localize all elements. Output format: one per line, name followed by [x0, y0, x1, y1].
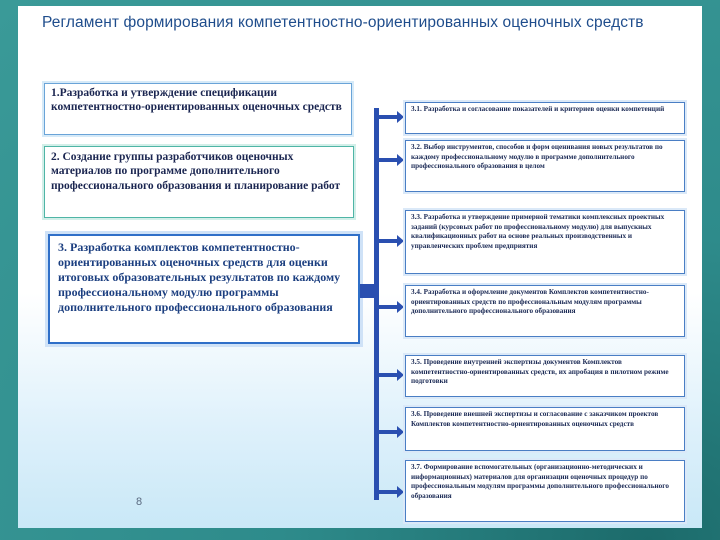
arrow-3-2	[378, 158, 398, 162]
arrow-3-4	[378, 305, 398, 309]
step-3-box: 3. Разработка комплектов компетентностно-ориентированных оценочных средств для оценки итоговых образовательных результатов по каждому профессиональному модулю программы дополнительного профессионального образования	[48, 234, 360, 344]
slide-title: Регламент формирования компетентностно-ориентированных оценочных средств	[42, 14, 644, 31]
step-1-box: 1.Разработка и утверждение спецификации компетентностно-ориентированных оценочных средств	[44, 83, 352, 135]
substep-3-7: 3.7. Формирование вспомогательных (организационно-методических и информационных) материалов для организации оценочных процедур по профессиональным модулям программы дополнительного профессионального образования	[405, 460, 685, 522]
substep-3-4: 3.4. Разработка и оформление документов Комплектов компетентностно-ориентированных средств по профессиональным модулям программы дополнительного профессионального образования	[405, 285, 685, 337]
step-2-box: 2. Создание группы разработчиков оценочных материалов по программе дополнительного профессионального образования и планирование работ	[44, 146, 354, 218]
substep-3-1: 3.1. Разработка и согласование показателей и критериев оценки компетенций	[405, 102, 685, 134]
substep-3-5: 3.5. Проведение внутренней экспертизы документов Комплектов компетентностно-ориентированных средств, их апробация в пилотном режиме подготовки	[405, 355, 685, 397]
substep-3-3: 3.3. Разработка и утверждение примерной тематики комплексных проектных заданий (курсовых работ по профессиональному модулю) для выпускных квалификационных работ на основе реальных производственных и управленческих проблем предприятия	[405, 210, 685, 274]
arrow-3-1	[378, 115, 398, 119]
arrow-3-3	[378, 239, 398, 243]
substep-spine	[374, 108, 379, 500]
substep-3-6: 3.6. Проведение внешней экспертизы и согласование с заказчиком проектов Комплектов компетентностно-ориентированных оценочных средств	[405, 407, 685, 451]
arrow-3-5	[378, 373, 398, 377]
arrow-3-7	[378, 490, 398, 494]
slide-number: 8	[136, 496, 143, 508]
arrow-3-6	[378, 430, 398, 434]
step-3-connector	[360, 284, 374, 298]
substep-3-2: 3.2. Выбор инструментов, способов и форм оценивания новых результатов по каждому профессиональному модулю в программе дополнительного профессионального образования в целом	[405, 140, 685, 192]
